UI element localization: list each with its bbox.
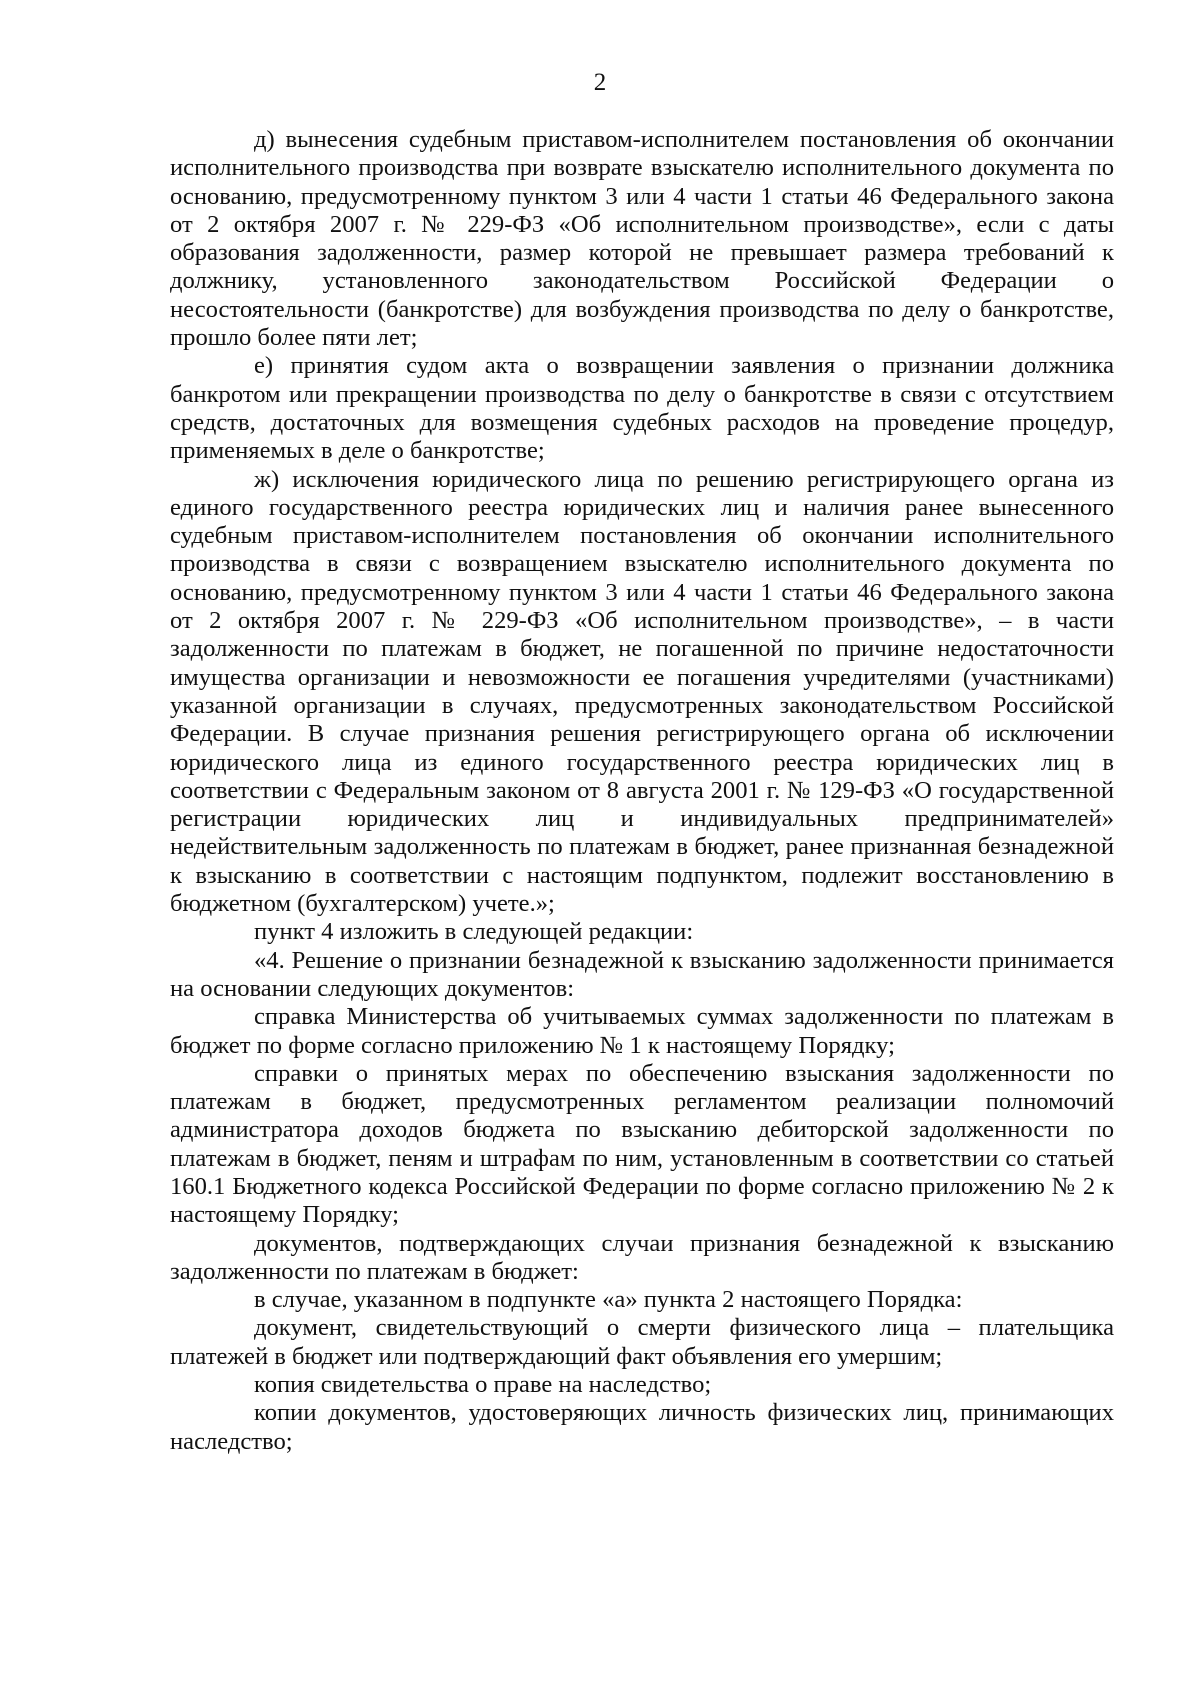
paragraph-confirming-documents: документов, подтверждающих случаи признания безнадежной к взысканию задолженности по платежам в бюджет: [170,1229,1114,1285]
paragraph-case-a: в случае, указанном в подпункте «а» пункта 2 настоящего Порядка: [254,1286,963,1314]
paragraph-death-document: документ, свидетельствующий о смерти физического лица – плательщика платежей в бюджет или подтверждающий факт объявления его умершим; [170,1314,1114,1370]
paragraph-inheritance-certificate: копия свидетельства о праве на наследство; [254,1371,712,1399]
paragraph-ministry-reference: справка Министерства об учитываемых суммах задолженности по платежам в бюджет по форме согласно приложению № 1 к настоящему Порядку; [170,1003,1114,1059]
paragraph-identity-documents: копии документов, удостоверяющих личность физических лиц, принимающих наследство; [170,1399,1114,1455]
paragraph-e: е) принятия судом акта о возвращении заявления о признании должника банкротом или прекращении производства по делу о банкротстве в связи с отсутствием средств, достаточных для возмещения судебных расходов на проведение процедур, применяемых в деле о банкротстве; [170,352,1114,465]
paragraph-point-4-text: «4. Решение о признании безнадежной к взысканию задолженности принимается на основании следующих документов: [170,946,1114,1002]
paragraph-zh: ж) исключения юридического лица по решению регистрирующего органа из единого государственного реестра юридических лиц и наличия ранее вынесенного судебным приставом-исполнителем постановления об окончании исполнительного производства в связи с возвращением взыскателю исполнительного документа по основанию, предусмотренному пунктом 3 или 4 части 1 статьи 46 Федерального закона от 2 октября 2007 г. № 229-ФЗ «Об исполнительном производстве», – в части задолженности по платежам в бюджет, не погашенной по причине недостаточности имущества организации и невозможности ее погашения учредителями (участниками) указанной организации в случаях, предусмотренных законодательством Российской Федерации. В случае признания решения регистрирующего органа об исключении юридического лица из единого государственного реестра юридических лиц в соответствии с Федеральным законом от 8 августа 2001 г. № 129-ФЗ «О государственной регистрации юридических лиц и индивидуальных предпринимателей» недействительным задолженность по платежам в бюджет, ранее признанная безнадежной к взысканию в соответствии с настоящим подпунктом, подлежит восстановлению в бюджетном (бухгалтерском) учете.»; [170,465,1114,918]
page-number: 2 [593,69,607,96]
paragraph-point-4-intro: пункт 4 изложить в следующей редакции: [254,918,694,946]
paragraph-measures-reference: справки о принятых мерах по обеспечению взыскания задолженности по платежам в бюджет, предусмотренных регламентом реализации полномочий администратора доходов бюджета по взысканию дебиторской задолженности по платежам в бюджет, пеням и штрафам по ним, установленным в соответствии со статьей 160.1 Бюджетного кодекса Российской Федерации по форме согласно приложению № 2 к настоящему Порядку; [170,1059,1114,1229]
paragraph-d: д) вынесения судебным приставом-исполнителем постановления об окончании исполнительного производства при возврате взыскателю исполнительного документа по основанию, предусмотренному пунктом 3 или 4 части 1 статьи 46 Федерального закона от 2 октября 2007 г. № 229-ФЗ «Об исполнительном производстве», если с даты образования задолженности, размер которой не превышает размера требований к должнику, установленного законодательством Российской Федерации о несостоятельности (банкротстве) для возбуждения производства по делу о банкротстве, прошло более пяти лет; [170,126,1114,352]
document-body [170,126,1114,1456]
